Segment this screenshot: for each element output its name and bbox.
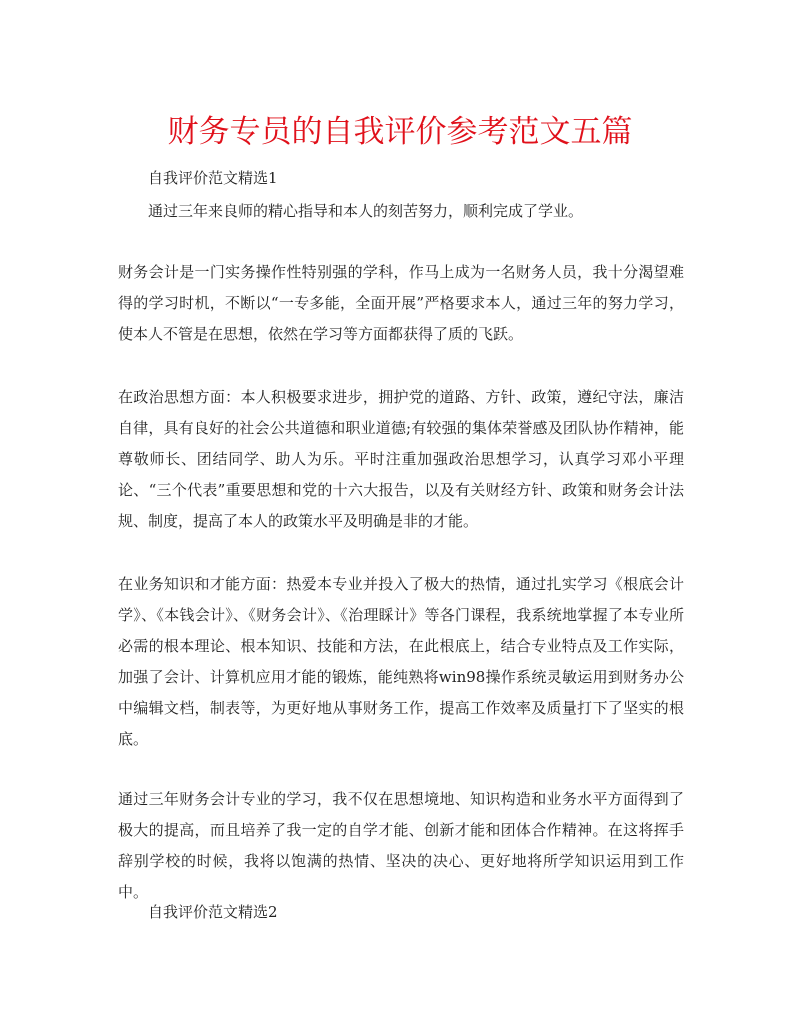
paragraph-3: 在业务知识和才能方面：热爱本专业并投入了极大的热情，通过扎实学习《根底会计学》、《本钱会计》、《财务会计》、《治理睬计》等各门课程，我系统地掌握了本专业所必需的根本理论、根本知识、技能和方法，在此根底上，结合专业特点及工作实际，加强了会计、计算机应用才能的锻炼，能纯熟将win98操作系统灵敏运用到财务办公中编辑文档，制表等，为更好地从事财务工作，提高工作效率及质量打下了坚实的根底。 (118, 575, 684, 748)
intro-paragraph: 通过三年来良师的精心指导和本人的刻苦努力，顺利完成了学业。 (148, 202, 584, 220)
section-heading-2: 自我评价范文精选2 (148, 903, 278, 921)
document-title: 财务专员的自我评价参考范文五篇 (167, 114, 633, 150)
paragraph-1: 财务会计是一门实务操作性特别强的学科，作马上成为一名财务人员，我十分渴望难得的学习时机，不断以“一专多能，全面开展”严格要求本人，通过三年的努力学习，使本人不管是在思想，依然在学习等方面都获得了质的飞跃。 (118, 263, 684, 343)
section-heading-1: 自我评价范文精选1 (148, 169, 278, 187)
paragraph-4: 通过三年财务会计专业的学习，我不仅在思想境地、知识构造和业务水平方面得到了极大的提高，而且培养了我一定的自学才能、创新才能和团体合作精神。在这将挥手辞别学校的时候，我将以饱满的热情、坚决的决心、更好地将所学知识运用到工作中。 (118, 790, 684, 901)
paragraph-2: 在政治思想方面：本人积极要求进步，拥护党的道路、方针、政策，遵纪守法，廉洁自律，具有良好的社会公共道德和职业道德;有较强的集体荣誉感及团队协作精神，能尊敬师长、团结同学、助人为乐。平时注重加强政治思想学习，认真学习邓小平理论、“三个代表”重要思想和党的十六大报告，以及有关财经方针、政策和财务会计法规、制度，提高了本人的政策水平及明确是非的才能。 (118, 388, 684, 530)
